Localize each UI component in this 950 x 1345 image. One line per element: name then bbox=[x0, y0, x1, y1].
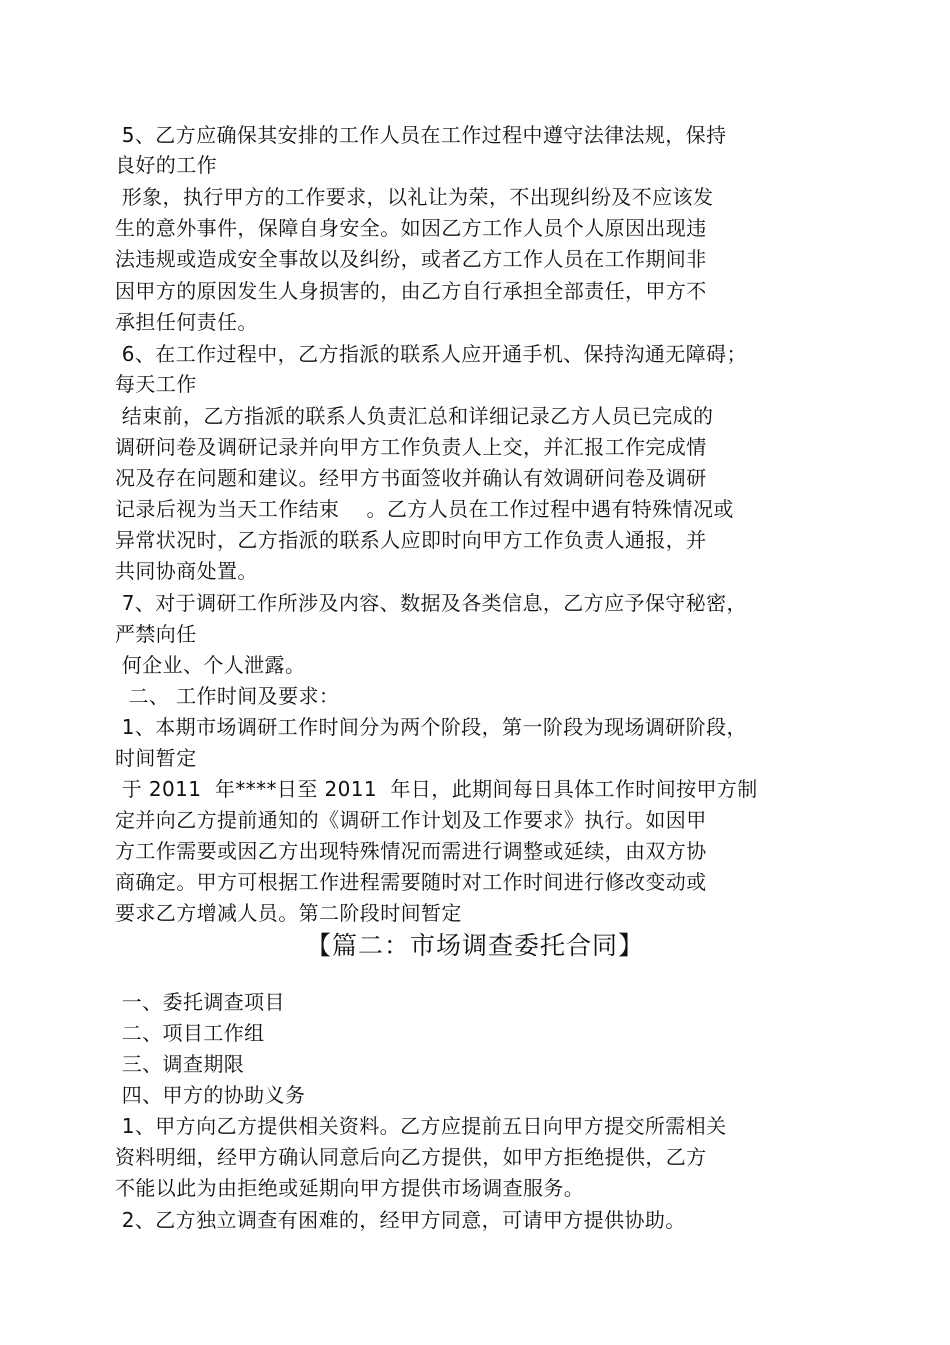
text-line: 不能以此为由拒绝或延期向甲方提供市场调查服务。 bbox=[115, 1176, 585, 1200]
text-line: 因甲方的原因发生人身损害的，由乙方自行承担全部责任，甲方不 bbox=[115, 279, 707, 303]
text-line: 每天工作 bbox=[115, 372, 197, 396]
text-line: 承担任何责任。 bbox=[115, 310, 258, 334]
text-line: 于 2011 年****日至 2011 年日，此期间每日具体工作时间按甲方制 bbox=[115, 777, 758, 801]
text-line: 严禁向任 bbox=[115, 622, 197, 646]
text-line: 何企业、个人泄露。 bbox=[115, 653, 306, 677]
text-line: 生的意外事件，保障自身安全。如因乙方工作人员个人原因出现违 bbox=[115, 216, 707, 240]
text-line: 记录后视为当天工作结束 。乙方人员在工作过程中遇有特殊情况或 bbox=[115, 497, 734, 521]
text-line: 1、本期市场调研工作时间分为两个阶段，第一阶段为现场调研阶段， bbox=[115, 715, 747, 739]
text-line: 良好的工作 bbox=[115, 153, 217, 177]
text-line: 定并向乙方提前通知的《调研工作计划及工作要求》执行。如因甲 bbox=[115, 808, 707, 832]
text-line: 况及存在问题和建议。经甲方书面签收并确认有效调研问卷及调研 bbox=[115, 466, 707, 490]
text-line: 共同协商处置。 bbox=[115, 559, 258, 583]
text-line: 时间暂定 bbox=[115, 746, 197, 770]
text-line: 7、对于调研工作所涉及内容、数据及各类信息，乙方应予保守秘密， bbox=[115, 591, 747, 615]
text-line: 6、在工作过程中，乙方指派的联系人应开通手机、保持沟通无障碍； bbox=[115, 342, 747, 366]
text-line: 2、乙方独立调查有困难的，经甲方同意，可请甲方提供协助。 bbox=[115, 1208, 686, 1232]
section-heading-line: 二、 工作时间及要求： bbox=[115, 684, 340, 708]
text-line: 5、乙方应确保其安排的工作人员在工作过程中遵守法律法规，保持 bbox=[115, 123, 727, 147]
list-item: 一、委托调查项目 bbox=[115, 990, 285, 1014]
list-item: 四、甲方的协助义务 bbox=[115, 1083, 306, 1107]
text-line: 资料明细，经甲方确认同意后向乙方提供，如甲方拒绝提供，乙方 bbox=[115, 1145, 707, 1169]
text-line: 1、甲方向乙方提供相关资料。乙方应提前五日向甲方提交所需相关 bbox=[115, 1114, 727, 1138]
text-line: 异常状况时，乙方指派的联系人应即时向甲方工作负责人通报，并 bbox=[115, 528, 707, 552]
text-line: 法违规或造成安全事故以及纠纷，或者乙方工作人员在工作期间非 bbox=[115, 247, 707, 271]
chapter-heading: 【篇二：市场调查委托合同】 bbox=[305, 931, 644, 960]
text-line: 形象，执行甲方的工作要求，以礼让为荣，不出现纠纷及不应该发 bbox=[115, 185, 714, 209]
text-line: 调研问卷及调研记录并向甲方工作负责人上交，并汇报工作完成情 bbox=[115, 435, 707, 459]
text-line: 要求乙方增减人员。第二阶段时间暂定 bbox=[115, 901, 462, 925]
text-line: 结束前，乙方指派的联系人负责汇总和详细记录乙方人员已完成的 bbox=[115, 404, 714, 428]
list-item: 三、调查期限 bbox=[115, 1052, 245, 1076]
text-line: 商确定。甲方可根据工作进程需要随时对工作时间进行修改变动或 bbox=[115, 870, 707, 894]
text-line: 方工作需要或因乙方出现特殊情况而需进行调整或延续，由双方协 bbox=[115, 839, 707, 863]
list-item: 二、项目工作组 bbox=[115, 1021, 265, 1045]
